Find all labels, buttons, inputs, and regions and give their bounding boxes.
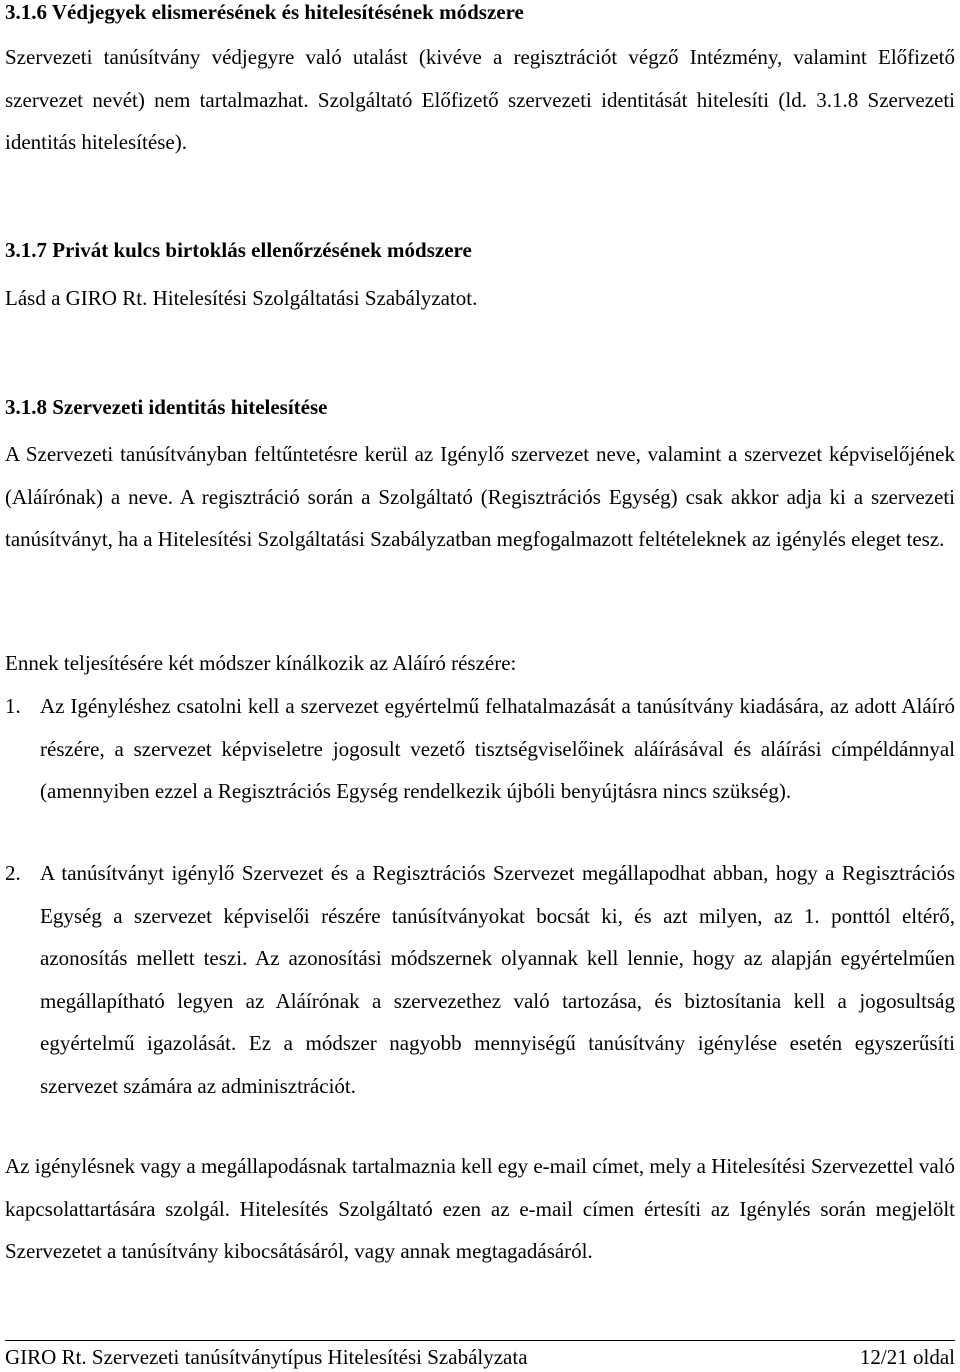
list-item-text: Az Igényléshez csatolni kell a szervezet egyértelmű felhatalmazását a tanúsítvány kiadására, az adott Aláíró részére, a szervezet képviseletre jogosult vezető tisztségviselőinek aláírásával és aláírási címpéldánnyal (amennyiben ezzel a Regisztrációs Egység rendelkezik újbóli benyújtásra nincs szükség).: [40, 694, 955, 803]
list-item: [5, 685, 955, 813]
page-number: 12/21 oldal: [859, 1345, 955, 1369]
list-item-number: 1.: [5, 694, 21, 718]
section-heading-3-1-7: 3.1.7 Privát kulcs birtoklás ellenőrzésének módszere: [5, 238, 472, 262]
list-item: [5, 852, 955, 1107]
section-heading-3-1-8: 3.1.8 Szervezeti identitás hitelesítése: [5, 395, 328, 419]
closing-paragraph: Az igénylésnek vagy a megállapodásnak tartalmaznia kell egy e-mail címet, mely a Hitelesítési Szervezettel való kapcsolattartására szolgál. Hitelesítés Szolgáltató ezen az e-mail címen értesíti az Igénylés során megjelölt Szervezetet a tanúsítvány kibocsátásáról, vagy annak megtagadásáról.: [5, 1154, 955, 1263]
list-item-text: A tanúsítványt igénylő Szervezet és a Regisztrációs Szervezet megállapodhat abban, hogy a Regisztrációs Egység a szervezet képviselői részére tanúsítványokat bocsát ki, és azt milyen, az 1. ponttól eltérő, azonosítás mellett teszi. Az azonosítási módszernek olyannak kell lennie, hogy az alapján egyértelműen megállapítható legyen az Aláírónak a szervezethez való tartozása, és biztosítania kell a jogosultság egyértelmű igazolását. Ez a módszer nagyobb mennyiségű tanúsítvány igénylése esetén egyszerűsíti szervezet számára az adminisztrációt.: [40, 861, 955, 1098]
section-heading-3-1-6: 3.1.6 Védjegyek elismerésének és hitelesítésének módszere: [5, 0, 524, 24]
section-paragraph: Lásd a GIRO Rt. Hitelesítési Szolgáltatási Szabályzatot.: [5, 286, 478, 310]
footer-divider: [5, 1340, 955, 1341]
list-item-number: 2.: [5, 861, 21, 885]
footer-title: GIRO Rt. Szervezeti tanúsítványtípus Hitelesítési Szabályzata: [5, 1345, 528, 1369]
section-paragraph: Ennek teljesítésére két módszer kínálkozik az Aláíró részére:: [5, 651, 517, 675]
section-paragraph: Szervezeti tanúsítvány védjegyre való utalást (kivéve a regisztrációt végző Intézmény, valamint Előfizető szervezet nevét) nem tartalmazhat. Szolgáltató Előfizető szervezeti identitását hitelesíti (ld. 3.1.8 Szervezeti identitás hitelesítése).: [5, 45, 955, 154]
section-paragraph: A Szervezeti tanúsítványban feltűntetésre kerül az Igénylő szervezet neve, valamint a szervezet képviselőjének (Aláírónak) a neve. A regisztráció során a Szolgáltató (Regisztrációs Egység) csak akkor adja ki a szervezeti tanúsítványt, ha a Hitelesítési Szolgáltatási Szabályzatban megfogalmazott feltételeknek az igénylés eleget tesz.: [5, 442, 955, 551]
